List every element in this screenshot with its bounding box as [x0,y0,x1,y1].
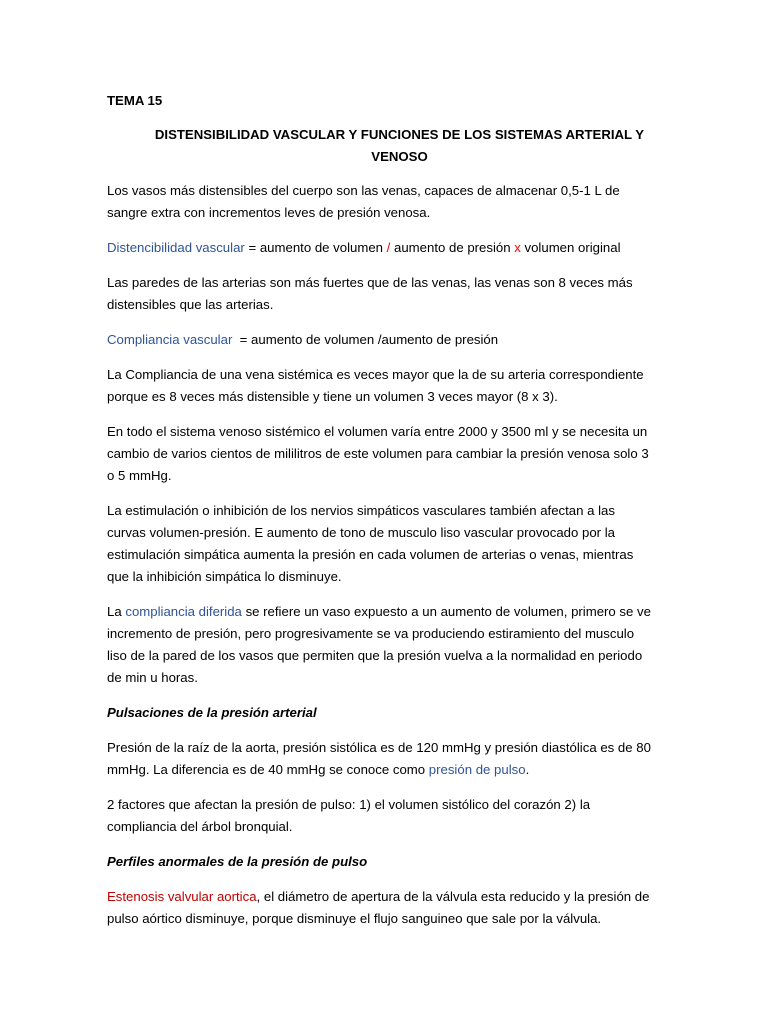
paragraph-presion-aorta [107,737,656,781]
text-after-term: se refiere un vaso expuesto a un aumento de volumen, primero se ve incremento de presión, pero progresivamente se va produciendo estiramiento del musculo liso de la pared de los vasos que permiten que la presión vuelva a la normalidad en periodo de min u horas. [107,604,651,685]
page-title: DISTENSIBILIDAD VASCULAR Y FUNCIONES DE LOS SISTEMAS ARTERIAL Y VENOSO [154,127,645,164]
paragraph-compliancia-formula [107,329,656,351]
paragraph-paredes: Las paredes de las arterias son más fuertes que de las venas, las venas son 8 veces más distensibles que las arterias. [107,275,633,312]
term-presion-pulso: presión de pulso [428,762,526,777]
paragraph-compliancia-diferida [107,601,656,689]
topic-number: TEMA 15 [107,93,163,108]
paragraph-factores: 2 factores que afectan la presión de pulso: 1) el volumen sistólico del corazón 2) la compliancia del árbol bronquial. [107,797,591,834]
paragraph-estenosis [107,886,656,930]
text-after-term: , el diámetro de apertura de la válvula esta reducido y la presión de pulso aórtico disminuye, porque disminuye el flujo sanguineo que sale por la válvula. [107,889,650,926]
compliancia-definition: = aumento de volumen /aumento de presión [232,332,499,347]
multiply-operator: x [514,240,521,255]
term-compliancia-diferida: compliancia diferida [125,604,242,619]
paragraph-venas: Los vasos más distensibles del cuerpo son las venas, capaces de almacenar 0,5-1 L de sangre extra con incrementos leves de presión venosa. [107,183,620,220]
subheading-perfiles-anormales: Perfiles anormales de la presión de pulso [107,854,368,869]
formula-part-2: aumento de presión [390,240,515,255]
term-estenosis: Estenosis valvular aortica [107,889,257,904]
term-compliancia: Compliancia vascular [107,332,233,347]
text-after-term: . [525,762,530,777]
paragraph-simpaticos: La estimulación o inhibición de los nervios simpáticos vasculares también afectan a las curvas volumen-presión. E aumento de tono de musculo liso vascular provocado por la estimulación simpática aumenta la presión en cada volumen de arterias o venas, mientras que la inhibición simpática lo disminuye. [107,503,634,584]
subheading-pulsaciones: Pulsaciones de la presión arterial [107,705,317,720]
divide-operator: / [386,240,391,255]
paragraph-distensibilidad-formula [107,237,656,259]
term-distensibilidad: Distencibilidad vascular [107,240,245,255]
paragraph-compliancia-vena: La Compliancia de una vena sistémica es veces mayor que la de su arteria correspondiente porque es 8 veces más distensible y tiene un volumen 3 veces mayor (8 x 3). [107,367,644,404]
text-before-term: La [107,604,126,619]
formula-part-1: = aumento de volumen [244,240,387,255]
formula-part-3: volumen original [520,240,621,255]
text-before-term: Presión de la raíz de la aorta, presión sistólica es de 120 mmHg y presión diastólica es de 80 mmHg. La diferencia es de 40 mmHg se conoce como [107,740,651,777]
paragraph-sistema-venoso: En todo el sistema venoso sistémico el volumen varía entre 2000 y 3500 ml y se necesita un cambio de varios cientos de mililitros de este volumen para cambiar la presión venosa solo 3 o 5 mmHg. [107,424,649,483]
